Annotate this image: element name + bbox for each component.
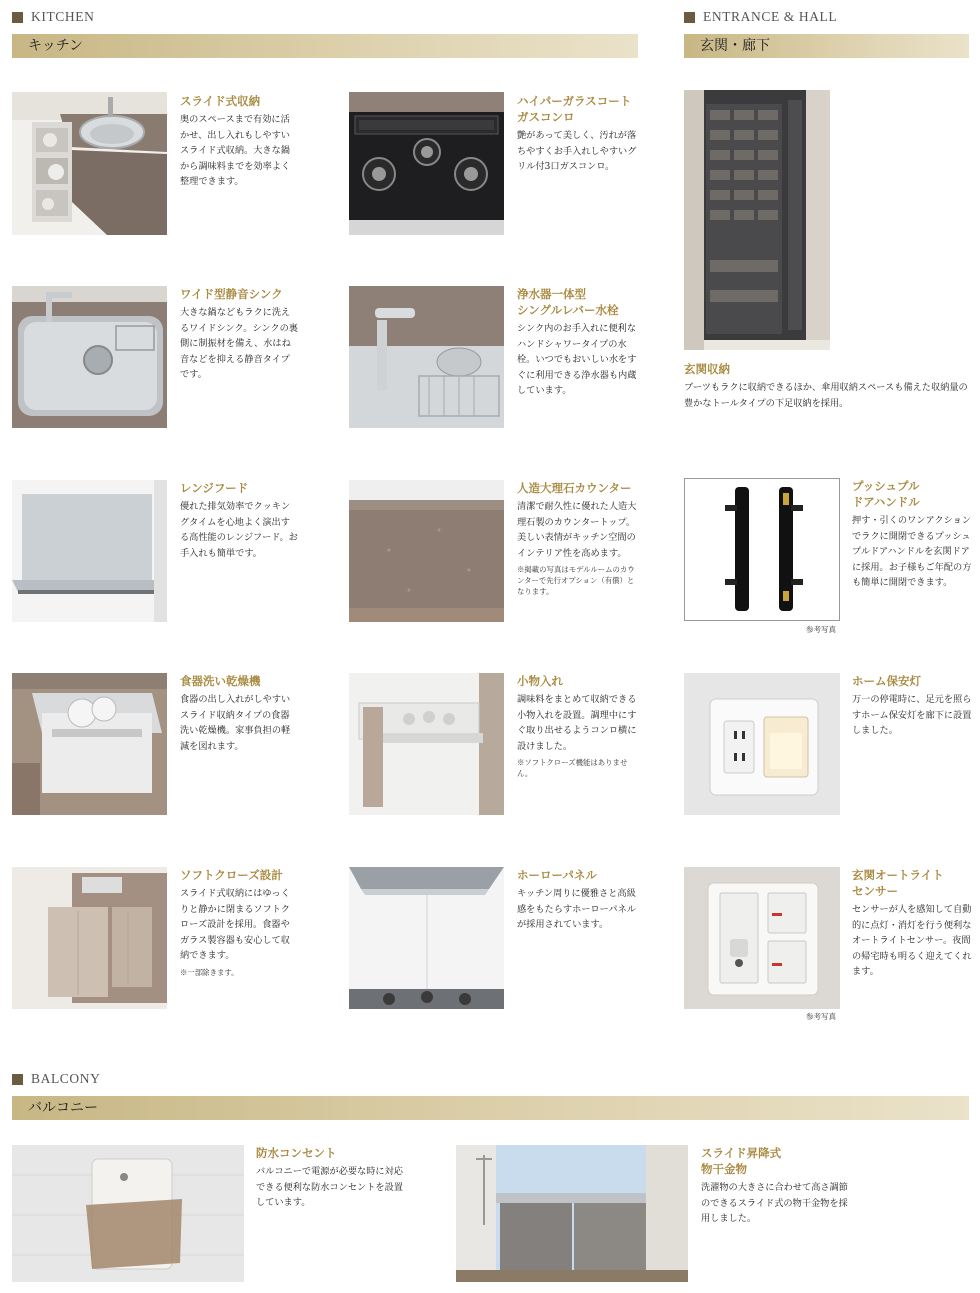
enamel-panel-text [517, 867, 639, 933]
item-title: ハイパーガラスコート ガスコンロ [517, 94, 632, 124]
enamel-panel-photo [349, 867, 504, 1009]
item-title: 玄関収納 [684, 362, 730, 376]
faucet-photo [349, 286, 504, 428]
kitchen-section-label: KITCHEN [12, 9, 94, 25]
item-title: ワイド型静音シンク [180, 287, 283, 301]
countertop-text [517, 480, 641, 597]
item-description: シンク内のお手入れに便利なハンドシャワータイプの水栓。いつでもおいしい水をすぐに利用できる浄水器も内蔵しています。 [517, 323, 637, 396]
wide-sink-text [180, 286, 298, 383]
item-title: 小物入れ [517, 674, 563, 688]
entrance-storage-photo [684, 90, 830, 350]
item-title: ソフトクローズ設計 [180, 868, 283, 882]
item-description: キッチン周りに優雅さと高級感をもたらすホーローパネルが採用されています。 [517, 888, 636, 930]
slide-storage-photo [12, 92, 167, 235]
item-title: 食器洗い乾燥機 [180, 674, 261, 688]
drying-rack-text [701, 1145, 851, 1227]
item-description: スライド式収納にはゆっくりと静かに閉まるソフトクローズ設計を採用。食器やガラス製容器も安心して収納できます。 [180, 888, 290, 961]
auto-light-sensor-text [852, 867, 972, 980]
item-title: 玄関オートライト センサー [852, 868, 944, 898]
item-note: ※一部除きます。 [180, 967, 239, 977]
door-handle-photo [684, 478, 840, 621]
dishwasher-photo [12, 673, 167, 815]
soft-close-text [180, 867, 298, 978]
countertop-photo [349, 480, 504, 622]
drying-rack-photo [456, 1145, 688, 1282]
item-title: 防水コンセント [256, 1146, 337, 1160]
item-description: 万一の停電時に、足元を照らすホーム保安灯を廊下に設置しました。 [852, 694, 972, 736]
item-title: スライド式収納 [180, 94, 261, 108]
range-hood-photo [12, 480, 167, 622]
soft-close-photo [12, 867, 167, 1009]
photo-caption: 参考写真 [806, 625, 836, 634]
item-description: 食器の出し入れがしやすいスライド収納タイプの食器洗い乾燥機。家事負担の軽減を図れます。 [180, 694, 291, 752]
item-note: ※掲載の写真はモデルルームのカウンターで先行オプション（有償）となります。 [517, 565, 635, 596]
dishwasher-text [180, 673, 298, 754]
door-handle-text [852, 478, 972, 591]
security-light-text [852, 673, 972, 739]
gas-stove-photo [349, 92, 504, 235]
entrance-storage-text [684, 361, 969, 411]
waterproof-outlet-photo [12, 1145, 244, 1282]
item-title: レンジフード [180, 481, 249, 495]
waterproof-outlet-text [256, 1145, 406, 1211]
item-description: 艶があって美しく、汚れが落ちやすくお手入れしやすいグリル付3口ガスコンロ。 [517, 130, 637, 172]
item-title: スライド昇降式 物干金物 [701, 1146, 782, 1176]
item-title: 浄水器一体型 シングルレバー水栓 [517, 287, 619, 317]
photo-caption: 参考写真 [806, 1012, 836, 1021]
faucet-text [517, 286, 639, 399]
slide-storage-text [180, 93, 298, 190]
entrance-section-label: ENTRANCE & HALL [684, 9, 837, 25]
item-title: プッシュプル ドアハンドル [852, 479, 920, 509]
auto-light-sensor-photo [684, 867, 840, 1009]
item-description: 押す・引くのワンアクションでラクに開閉できるプッシュプルドアハンドルを玄関ドアに採用。お子様もご年配の方も簡単に開閉できます。 [852, 515, 972, 588]
item-description: バルコニーで電源が必要な時に対応できる便利な防水コンセントを設置しています。 [256, 1166, 403, 1208]
range-hood-text [180, 480, 298, 561]
item-description: 優れた排気効率でクッキングタイムを心地よく演出する高性能のレンジフード。お手入れも簡単です。 [180, 501, 298, 559]
entrance-section-title: 玄関・廊下 [684, 34, 969, 58]
item-title: 人造大理石カウンター [517, 481, 632, 495]
balcony-section-label: BALCONY [12, 1071, 100, 1087]
item-description: 調味料をまとめて収納できる小物入れを設置。調理中にすぐ取り出せるようコンロ横に設けました。 [517, 694, 637, 752]
item-description: 奥のスペースまで有効に活かせ、出し入れもしやすいスライド式収納。大きな鍋から調味料までを効率よく整理できます。 [180, 114, 291, 187]
kitchen-section-title: キッチン [12, 34, 638, 58]
wide-sink-photo [12, 286, 167, 428]
small-storage-photo [349, 673, 504, 815]
item-description: 大きな鍋などもラクに洗えるワイドシンク。シンクの裏側に制振材を備え、水はね音などを抑える静音タイプです。 [180, 307, 298, 380]
small-storage-text [517, 673, 641, 779]
item-title: ホーム保安灯 [852, 674, 921, 688]
security-light-photo [684, 673, 840, 815]
item-title: ホーローパネル [517, 868, 597, 882]
item-description: 洗濯物の大きさに合わせて高さ調節のできるスライド式の物干金物を採用しました。 [701, 1182, 848, 1224]
item-description: ブーツもラクに収納できるほか、傘用収納スペースも備えた収納量の豊かなトールタイプの下足収納を採用。 [684, 382, 968, 409]
item-description: 清潔で耐久性に優れた人造大理石製のカウンタートップ。美しい表情がキッチン空間のインテリア性を高めます。 [517, 501, 637, 559]
item-description: センサーが人を感知して自動的に点灯・消灯を行う便利なオートライトセンサー。夜間の帰宅時も明るく迎えてくれます。 [852, 904, 972, 977]
gas-stove-text [517, 93, 639, 175]
item-note: ※ソフトクローズ機能はありません。 [517, 758, 628, 778]
balcony-section-title: バルコニー [12, 1096, 969, 1120]
